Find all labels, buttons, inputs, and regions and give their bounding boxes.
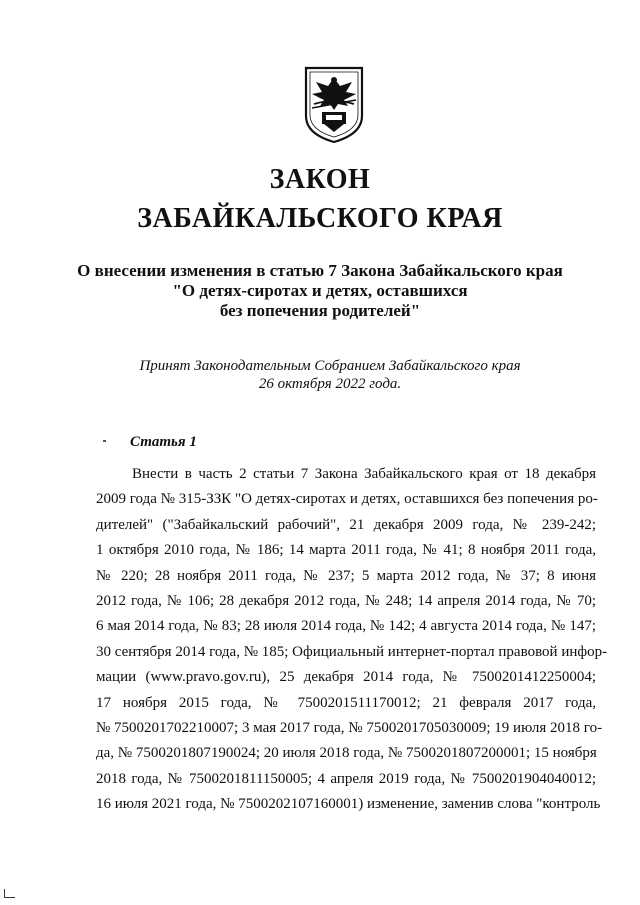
adoption-date: 26 октября 2022 года. <box>258 376 402 392</box>
body-line: да, № 7500201807190024; 20 июля 2018 года, № 7500201807200001; 15 ноября <box>96 745 597 762</box>
scan-corner-mark <box>4 889 15 898</box>
article-heading: Статья 1 <box>130 434 197 450</box>
subtitle-line: без попечения родителей" <box>219 301 421 320</box>
subtitle-line: О внесении изменения в статью 7 Закона Забайкальского края <box>77 261 563 280</box>
coat-of-arms-icon <box>302 64 366 144</box>
subtitle-line: "О детях-сиротах и детях, оставшихся <box>172 281 468 300</box>
body-line: 30 сентября 2014 года, № 185; Официальный интернет-портал правовой инфор- <box>96 643 608 660</box>
body-line: 2012 года, № 106; 28 декабря 2012 года, № 248; 14 апреля 2014 года, № 70; <box>96 592 596 609</box>
body-line: мации (www.pravo.gov.ru), 25 декабря 2014 года, № 7500201412250004; <box>96 669 596 686</box>
adoption-line: Принят Законодательным Собранием Забайкальского края <box>139 358 521 374</box>
body-line: 6 мая 2014 года, № 83; 28 июля 2014 года, № 142; 4 августа 2014 года, № 147; <box>96 618 596 635</box>
article-body <box>96 462 608 817</box>
body-line: 1 октября 2010 года, № 186; 14 марта 2011 года, № 41; 8 ноября 2011 года, <box>96 542 596 559</box>
body-line: № 7500201702210007; 3 мая 2017 года, № 7500201705030009; 19 июля 2018 го- <box>96 719 603 736</box>
body-line: дителей" ("Забайкальский рабочий", 21 декабря 2009 года, № 239-242; <box>96 516 596 533</box>
body-line: Внести в часть 2 статьи 7 Закона Забайкальского края от 18 декабря <box>132 466 596 482</box>
body-line: 16 июля 2021 года, № 7500202107160001) изменение, заменив слова "контроль <box>96 796 601 813</box>
body-line: 2009 года № 315-ЗЗК "О детях-сиротах и детях, оставшихся без попечения ро- <box>96 491 598 508</box>
law-subtitle <box>60 261 580 321</box>
scan-mark <box>103 440 106 442</box>
body-line: 17 ноября 2015 года, № 7500201511170012; 21 февраля 2017 года, <box>96 694 596 711</box>
body-line: 2018 года, № 7500201811150005; 4 апреля 2019 года, № 7500201904040012; <box>96 770 596 787</box>
body-line: № 220; 28 ноября 2011 года, № 237; 5 марта 2012 года, № 37; 8 июня <box>96 567 596 584</box>
law-title: ЗАКОН <box>269 164 371 195</box>
adoption-note <box>120 357 540 393</box>
law-region-title: ЗАБАЙКАЛЬСКОГО КРАЯ <box>137 203 503 234</box>
